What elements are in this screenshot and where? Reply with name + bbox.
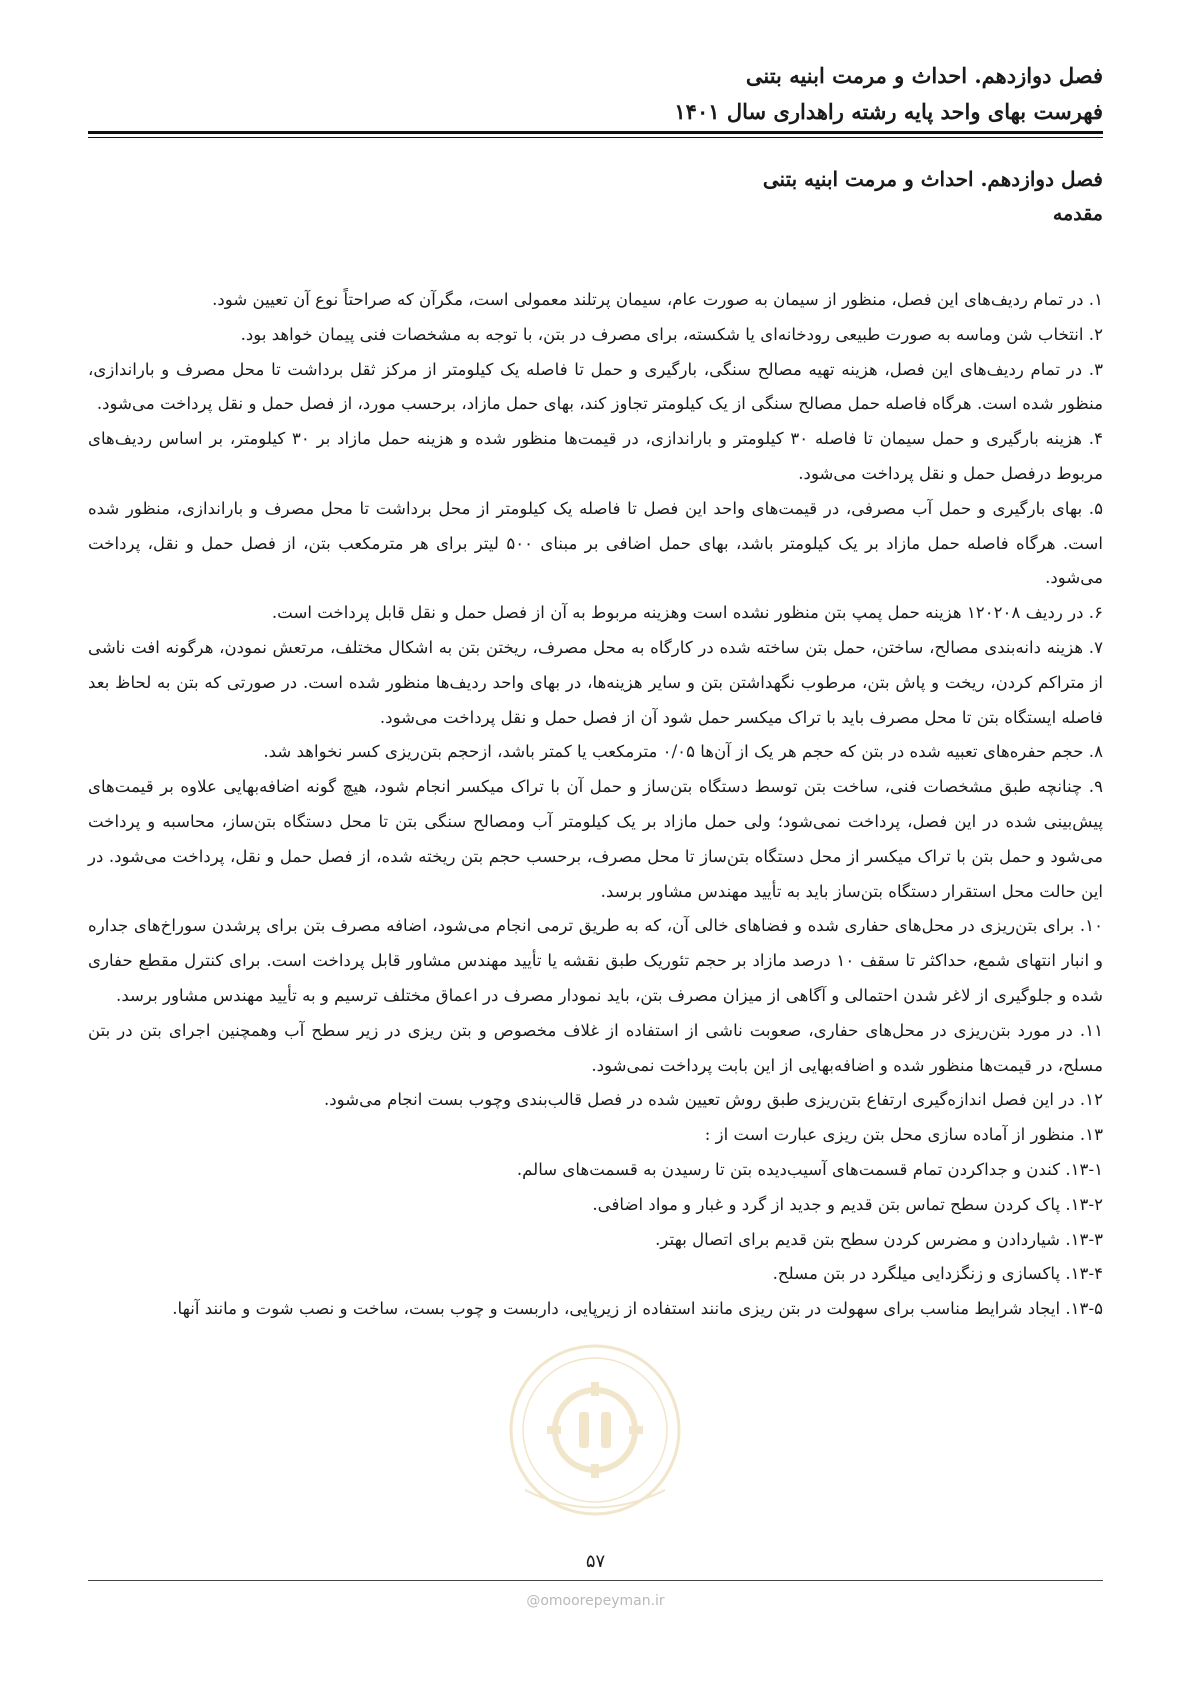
section-subtitle: مقدمه [1052, 203, 1103, 225]
paragraph-9: ۹. چنانچه طبق مشخصات فنی، ساخت بتن توسط دستگاه بتن‌ساز و حمل آن با تراک میکسر انجام شود، هیچ گونه اضافه‌بهایی علاوه بر قیمت‌های پیش‌بینی شده در این فصل، پرداخت نمی‌شود؛ ولی حمل مازاد بر یک کیلومتر آب ومصالح سنگی بتن تا محل دستگاه بتن‌ساز، محاسبه و پرداخت می‌شود و حمل بتن با تراک میکسر از محل دستگاه بتن‌ساز تا محل مصرف، برحسب حجم بتن ریخته شده، از فصل حمل و نقل، پرداخت می‌شود. در این حالت محل استقرار دستگاه بتن‌ساز باید به تأیید مهندس مشاور برسد. [88, 777, 1103, 901]
body-text [88, 283, 1103, 1327]
paragraph-8: ۸. حجم حفره‌های تعبیه شده در بتن که حجم هر یک از آن‌ها ۰/۰۵ مترمکعب یا کمتر باشد، ازحجم بتن‌ریزی کسر نخواهد شد. [263, 742, 1103, 762]
paragraph-5: ۵. بهای بارگیری و حمل آب مصرفی، در قیمت‌های واحد این فصل تا فاصله یک کیلومتر از محل برداشت تا محل مصرف و باراندازی، منظور شده است. هرگاه فاصله حمل مازاد بر یک کیلومتر باشد، بهای حمل اضافی بر مبنای ۵۰۰ لیتر برای هر مترمکعب بتن، از فصل حمل و نقل، پرداخت می‌شود. [88, 498, 1103, 588]
page-number: ۵۷ [585, 1551, 606, 1572]
running-header [88, 58, 1103, 130]
subitem-13-2: ۱۳-۲. پاک کردن سطح تماس بتن قدیم و جدید از گرد و غبار و مواد اضافی. [592, 1194, 1103, 1214]
footer-watermark-url: @omoorepeyman.ir [526, 1593, 665, 1609]
paragraph-11: ۱۱. در مورد بتن‌ریزی در محل‌های حفاری، صعوبت ناشی از استفاده از غلاف مخصوص و بتن ریزی در زیر سطح آب وهمچنین اجرای بتن در بتن مسلح، در قیمت‌ها منظور شده و اضافه‌بهایی از این بابت پرداخت نمی‌شود. [88, 1020, 1103, 1075]
header-book-title: فهرست بهای واحد پایه رشته راهداری سال ۱۴۰۱ [674, 99, 1103, 124]
subitem-13-4: ۱۳-۴. پاکسازی و زنگزدایی میلگرد در بتن مسلح. [772, 1264, 1103, 1284]
footer-divider [88, 1580, 1103, 1581]
subitem-13-5: ۱۳-۵. ایجاد شرایط مناسب برای سهولت در بتن ریزی مانند استفاده از زیرپایی، داربست و چوب بست، ساخت و نصب شوت و مانند آنها. [172, 1299, 1103, 1319]
paragraph-12: ۱۲. در این فصل اندازه‌گیری ارتفاع بتن‌ریزی طبق روش تعیین شده در فصل قالب‌بندی وچوب بست انجام می‌شود. [323, 1090, 1103, 1110]
paragraph-13: ۱۳. منظور از آماده سازی محل بتن ریزی عبارت است از : [704, 1125, 1103, 1145]
paragraph-2: ۲. انتخاب شن وماسه به صورت طبیعی رودخانه‌ای یا شکسته، برای مصرف در بتن، با توجه به مشخصات فنی پیمان خواهد بود. [240, 324, 1103, 344]
header-chapter-title: فصل دوازدهم. احداث و مرمت ابنیه بتنی [745, 63, 1103, 88]
paragraph-10: ۱۰. برای بتن‌ریزی در محل‌های حفاری شده و فضاهای خالی آن، که به طریق ترمی انجام می‌شود، اضافه مصرف بتن برای پرشدن سوراخ‌های جداره و انبار انتهای شمع، حداکثر تا سقف ۱۰ درصد مازاد بر حجم تئوریک طبق نقشه یا تأیید مهندس مشاور قابل پرداخت است. برای کنترل مقطع حفاری شده و جلوگیری از لاغر شدن احتمالی و آگاهی از میزان مصرف بتن، باید نمودار مصرف در اعماق مختلف ترسیم و به تأیید مهندس مشاور برسد. [88, 916, 1103, 1005]
paragraph-1: ۱. در تمام ردیف‌های این فصل، منظور از سیمان به صورت عام، سیمان پرتلند معمولی است، مگرآن که صراحتاً نوع آن تعیین شود. [212, 290, 1103, 309]
section-title: فصل دوازدهم. احداث و مرمت ابنیه بتنی [762, 167, 1103, 191]
paragraph-4: ۴. هزینه بارگیری و حمل سیمان تا فاصله ۳۰ کیلومتر و باراندازی، در قیمت‌ها منظور شده و هزینه حمل مازاد بر ۳۰ کیلومتر، بر اساس ردیف‌های مربوط درفصل حمل و نقل پرداخت می‌شود. [88, 429, 1103, 483]
subitem-13-3: ۱۳-۳. شیاردادن و مضرس کردن سطح بتن قدیم برای اتصال بهتر. [655, 1229, 1103, 1249]
header-divider-thin [88, 137, 1103, 138]
subitem-13-1: ۱۳-۱. کندن و جداکردن تمام قسمت‌های آسیب‌دیده بتن تا رسیدن به قسمت‌های سالم. [516, 1159, 1103, 1179]
seal-logo-icon [505, 1340, 685, 1520]
paragraph-7: ۷. هزینه دانه‌بندی مصالح، ساختن، حمل بتن ساخته شده در کارگاه به محل مصرف، ریختن بتن به اشکال مختلف، مرتعش نمودن، هرگونه افت ناشی از متراکم کردن، ریخت و پاش بتن، مرطوب نگهداشتن بتن و سایر هزینه‌ها، در بهای واحد ردیف‌ها منظور شده است. در صورتی که بتن به لحاظ بعد فاصله ایستگاه بتن تا محل مصرف باید با تراک میکسر حمل شود آن از فصل حمل و نقل پرداخت می‌شود. [88, 637, 1103, 727]
header-divider-thick [88, 131, 1103, 134]
paragraph-3: ۳. در تمام ردیف‌های این فصل، هزینه تهیه مصالح سنگی، بارگیری و حمل تا فاصله یک کیلومتر از مرکز ثقل برداشت تا محل مصرف و باراندازی، منظور شده است. هرگاه فاصله حمل مصالح سنگی از یک کیلومتر تجاوز کند، بهای حمل مازاد، برحسب مورد، از فصل حمل و نقل پرداخت می‌شود. [88, 359, 1103, 414]
paragraph-6: ۶. در ردیف ۱۲۰۲۰۸ هزینه حمل پمپ بتن منظور نشده است وهزینه مربوط به آن از فصل حمل و نقل قابل پرداخت است. [271, 603, 1103, 623]
